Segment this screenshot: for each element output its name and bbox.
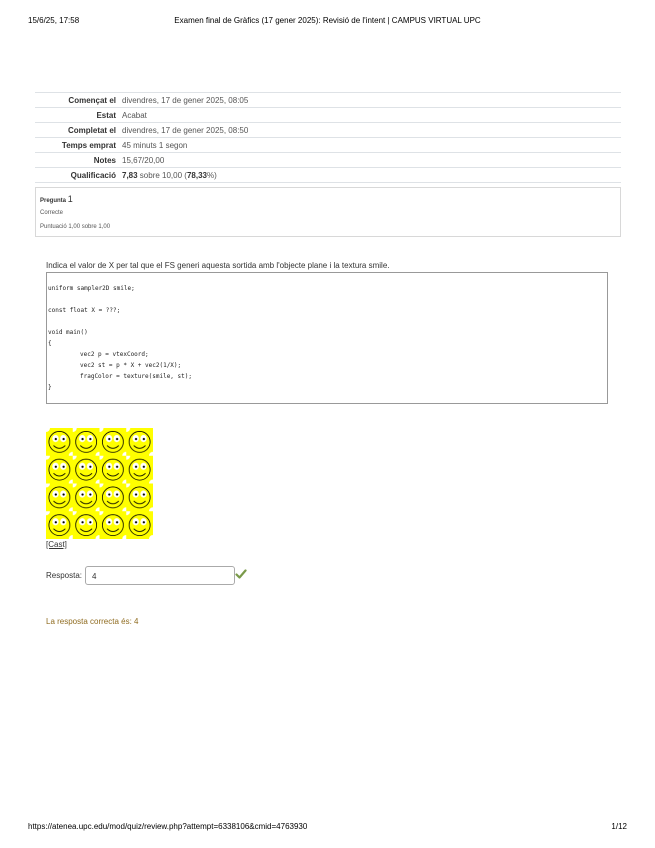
summary-row [35,153,621,168]
code-line: void main() [48,329,88,336]
cast-link[interactable]: [Cast] [46,540,67,549]
grade-percent: 78,33 [186,170,207,180]
smile-texture-image [46,428,153,539]
attempt-summary-table [35,92,621,183]
summary-row [35,138,621,153]
question-state: Correcte [40,210,64,216]
summary-value: Acabat [119,108,621,123]
print-header [28,16,627,28]
print-page-title: Examen final de Gràfics (17 gener 2025): Revisió de l'intent | CAMPUS VIRTUAL UPC [174,16,481,25]
answer-label: Resposta: [46,571,83,580]
question-text: Indica el valor de X per tal que el FS generi aquesta sortida amb l'objecte plane i la textura smile. [46,261,390,270]
grade-value [119,168,621,183]
summary-label: Completat el [35,123,119,138]
summary-row [35,108,621,123]
code-line: vec2 st = p * X + vec2(1/X); [80,362,182,369]
check-icon [235,568,247,580]
print-datetime: 15/6/25, 17:58 [28,16,80,25]
summary-row [35,93,621,108]
grade-mid: sobre 10,00 ( [137,170,187,180]
summary-row [35,123,621,138]
summary-label: Començat el [35,93,119,108]
question-number-value: 1 [67,194,73,204]
summary-value: divendres, 17 de gener 2025, 08:50 [119,123,621,138]
summary-label: Estat [35,108,119,123]
question-info-box [35,187,621,237]
answer-field[interactable]: 4 [85,566,235,585]
code-line: { [48,340,52,347]
question-number [40,194,73,204]
summary-value: 15,67/20,00 [119,153,621,168]
summary-label: Notes [35,153,119,168]
summary-row-grade [35,168,621,183]
code-line: fragColor = texture(smile, st); [80,373,192,380]
print-footer [28,822,627,834]
question-prefix: Pregunta [40,198,67,204]
code-line: uniform sampler2D smile; [48,285,135,292]
code-line: vec2 p = vtexCoord; [80,351,149,358]
question-mark: Puntuació 1,00 sobre 1,00 [40,224,111,230]
summary-label: Temps emprat [35,138,119,153]
code-block [46,272,608,404]
correct-answer-feedback: La resposta correcta és: 4 [46,617,139,626]
summary-value: 45 minuts 1 segon [119,138,621,153]
code-line: } [48,384,52,391]
print-page-number: 1/12 [611,822,627,831]
print-url: https://atenea.upc.edu/mod/quiz/review.php?attempt=6338106&cmid=4763930 [28,822,308,831]
summary-value: divendres, 17 de gener 2025, 08:05 [119,93,621,108]
code-line: const float X = ???; [48,307,121,314]
grade-score: 7,83 [122,170,138,180]
grade-end: %) [206,170,217,180]
grade-label: Qualificació [35,168,119,183]
